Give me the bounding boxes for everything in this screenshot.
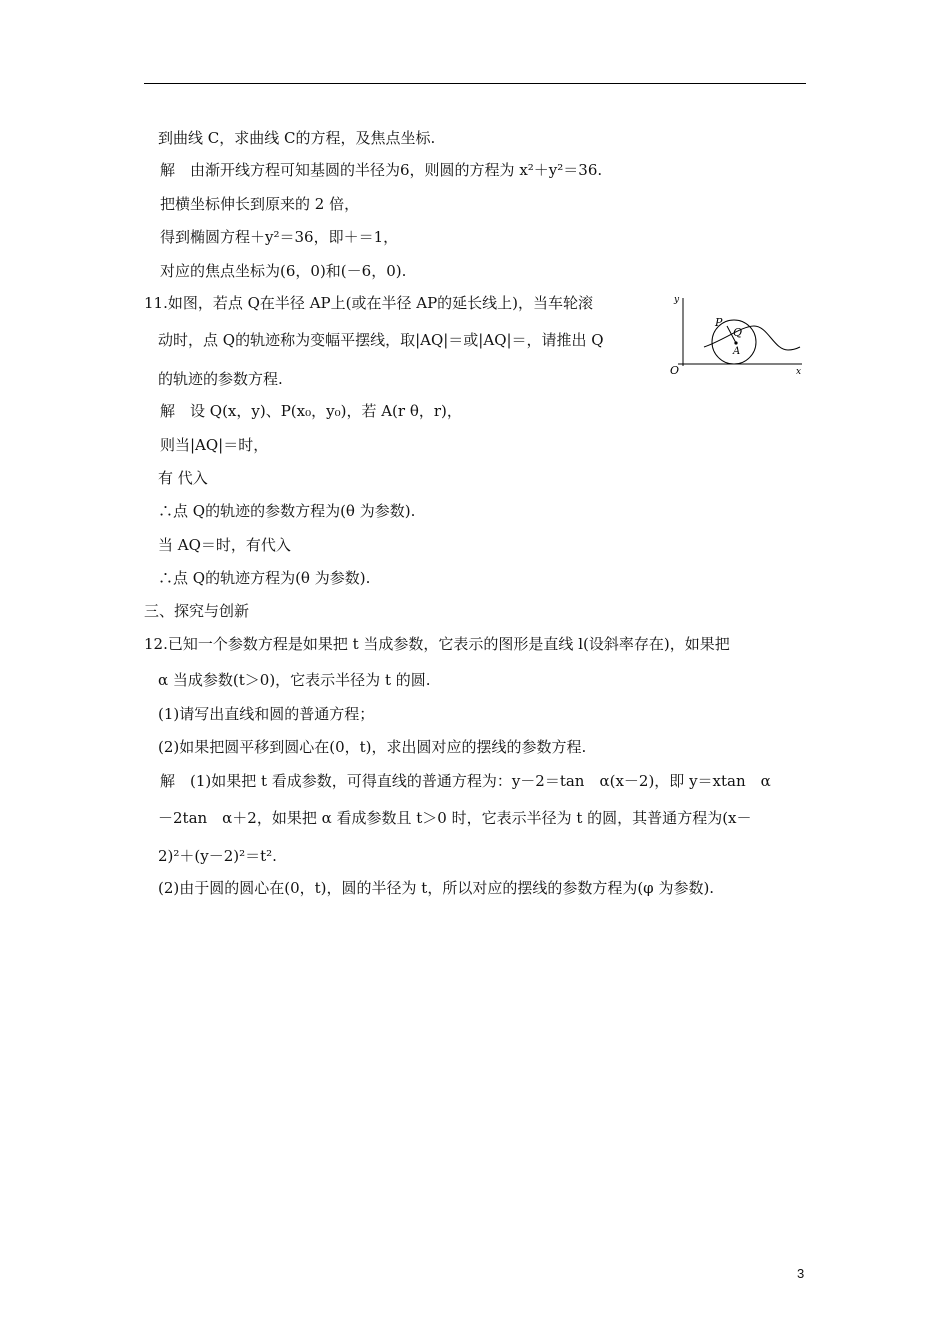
- text-line: 的轨迹的参数方程.: [158, 370, 283, 388]
- text-line: ∴点 Q的轨迹的参数方程为(θ 为参数).: [158, 502, 416, 520]
- text-line: 把横坐标伸长到原来的 2 倍，: [160, 195, 360, 213]
- text-line: 则当|AQ|＝时，: [160, 436, 269, 454]
- text-line: 有 代入: [158, 469, 208, 487]
- text-line: 解 设 Q(x，y)、P(x₀，y₀)，若 A(r θ，r)，: [160, 402, 462, 420]
- text-line: ∴点 Q的轨迹方程为(θ 为参数).: [158, 569, 371, 587]
- label-x: x: [796, 367, 802, 377]
- text-line: 动时，点 Q的轨迹称为变幅平摆线，取|AQ|＝或|AQ|＝，请推出 Q: [158, 331, 604, 349]
- text-line: (2)由于圆的圆心在(0，t)，圆的半径为 t，所以对应的摆线的参数方程为(φ 为参数).: [158, 879, 715, 897]
- text-line: (1)请写出直线和圆的普通方程；: [158, 705, 375, 723]
- text-line: 得到椭圆方程＋y²＝36，即＋＝1，: [160, 228, 399, 246]
- label-p: P: [715, 316, 723, 329]
- trochoid-figure: [664, 290, 814, 380]
- text-line: 当 AQ＝时，有代入: [158, 536, 291, 554]
- text-line: 到曲线 C，求曲线 C的方程，及焦点坐标.: [158, 129, 436, 147]
- text-line: α 当成参数(t＞0)，它表示半径为 t 的圆.: [158, 671, 431, 689]
- section-heading: 三、探究与创新: [144, 602, 250, 620]
- center-point: [734, 341, 737, 344]
- text-line: 2)²＋(y－2)²＝t².: [158, 847, 277, 865]
- page-number: 3: [797, 1266, 805, 1281]
- label-y: y: [674, 295, 680, 305]
- label-q: Q: [733, 326, 743, 339]
- text-line: 解 由渐开线方程可知基圆的半径为6，则圆的方程为 x²＋y²＝36.: [160, 161, 603, 179]
- label-a: A: [733, 346, 741, 357]
- label-o: O: [670, 364, 680, 377]
- text-line: －2tan α＋2，如果把 α 看成参数且 t＞0 时，它表示半径为 t 的圆，其普通方程为(x－: [158, 809, 752, 827]
- text-line: (2)如果把圆平移到圆心在(0，t)，求出圆对应的摆线的参数方程.: [158, 738, 587, 756]
- text-line: 11.如图，若点 Q在半径 AP上(或在半径 AP的延长线上)，当车轮滚: [144, 294, 594, 312]
- text-line: 解 (1)如果把 t 看成参数，可得直线的普通方程为：y－2＝tan α(x－2)，即 y＝xtan α: [160, 772, 771, 790]
- text-line: 12.已知一个参数方程是如果把 t 当成参数，它表示的图形是直线 l(设斜率存在)，如果把: [144, 635, 730, 653]
- text-line: 对应的焦点坐标为(6，0)和(－6，0).: [160, 262, 407, 280]
- header-rule: [144, 83, 806, 84]
